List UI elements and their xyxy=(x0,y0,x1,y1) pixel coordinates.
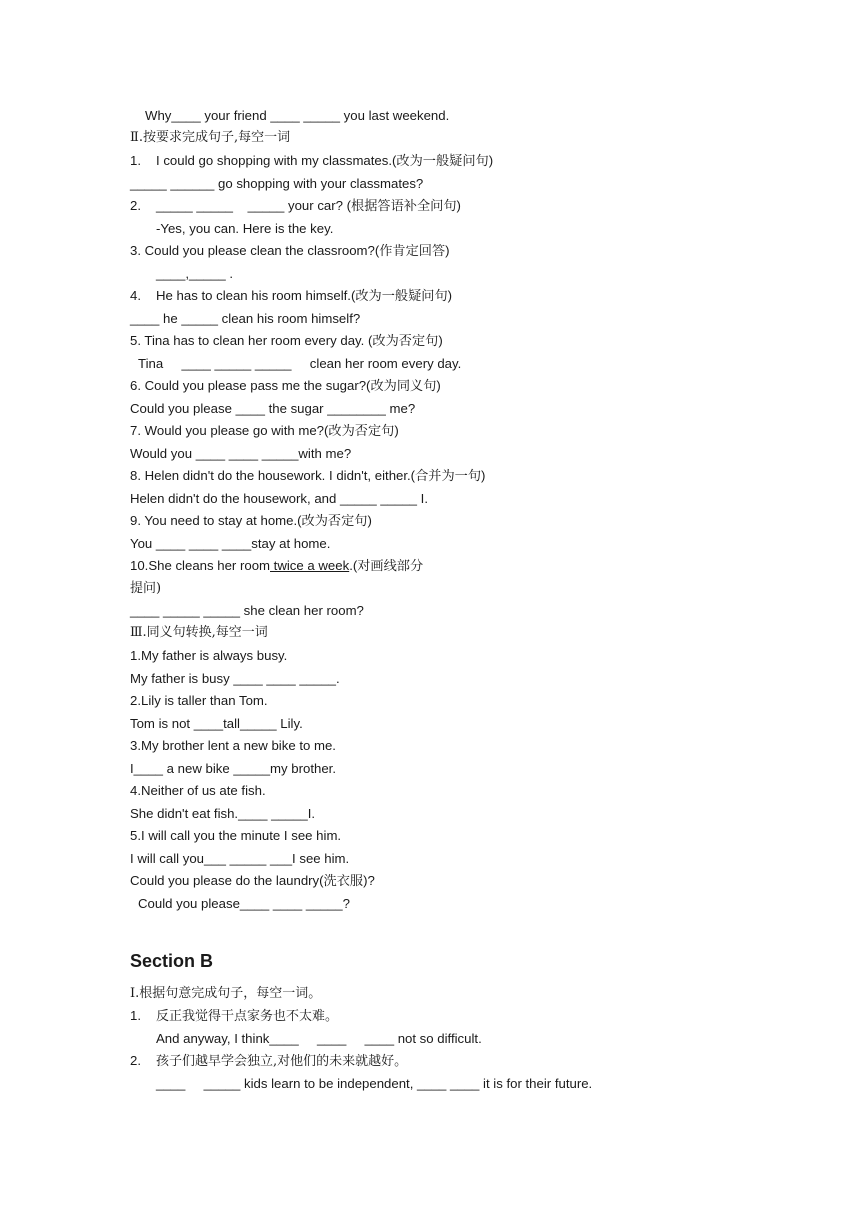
answer-line: Would you ____ ____ _____with me? xyxy=(130,446,352,461)
sentence-5: 5.I will call you the minute I see him. xyxy=(130,828,342,843)
answer-line: I will call you___ _____ ___I see him. xyxy=(130,851,350,866)
answer-line: She didn't eat fish.____ _____I. xyxy=(130,806,316,821)
question-3: 3. Could you please clean the classroom?(作肯定回答) xyxy=(130,243,450,258)
answer-line: You ____ ____ ____stay at home. xyxy=(130,536,331,551)
question-number: 1. xyxy=(130,1008,141,1023)
answer-line: ____,_____ . xyxy=(156,266,234,281)
b-question-1 xyxy=(130,1007,338,1026)
answer-line: ____ he _____ clean his room himself? xyxy=(130,311,361,326)
question-text: I could go shopping with my classmates.(改为一般疑问句) xyxy=(156,153,494,168)
sentence-6: Could you please do the laundry(洗衣服)? xyxy=(130,873,375,888)
section-heading-ii: Ⅱ.按要求完成句子,每空一词 xyxy=(130,130,291,145)
question-text: He has to clean his room himself.(改为一般疑问句) xyxy=(156,288,453,303)
answer-line: And anyway, I think____ ____ ____ not so difficult. xyxy=(156,1031,482,1046)
section-heading-iii: Ⅲ.同义句转换,每空一词 xyxy=(130,625,268,640)
sentence-3: 3.My brother lent a new bike to me. xyxy=(130,738,336,753)
question-number: 2. xyxy=(130,198,141,213)
answer-line: ____ _____ kids learn to be independent, ____ ____ it is for their future. xyxy=(156,1076,593,1091)
question-2 xyxy=(130,197,461,215)
question-text-continued: 提问) xyxy=(130,581,162,596)
question-number: 2. xyxy=(130,1053,141,1068)
question-10 xyxy=(130,557,423,575)
question-number: 1. xyxy=(130,153,141,168)
question-8: 8. Helen didn't do the housework. I didn't, either.(合并为一句) xyxy=(130,468,486,483)
sentence-1: 1.My father is always busy. xyxy=(130,648,288,663)
answer-line: Could you please____ ____ _____? xyxy=(138,896,350,911)
question-text: 孩子们越早学会独立,对他们的未来就越好。 xyxy=(156,1054,408,1069)
text-line: Why____ your friend ____ _____ you last weekend. xyxy=(145,108,450,123)
answer-line: Tina ____ _____ _____ clean her room every day. xyxy=(138,356,462,371)
question-9: 9. You need to stay at home.(改为否定句) xyxy=(130,513,372,528)
question-text: _____ _____ _____ your car? (根据答语补全问句) xyxy=(156,198,461,213)
sentence-2: 2.Lily is taller than Tom. xyxy=(130,693,268,708)
question-1 xyxy=(130,152,493,170)
answer-line: ____ _____ _____ she clean her room? xyxy=(130,603,364,618)
question-5: 5. Tina has to clean her room every day. (改为否定句) xyxy=(130,333,443,348)
answer-line: I____ a new bike _____my brother. xyxy=(130,761,337,776)
underlined-phrase: twice a week xyxy=(270,558,350,573)
answer-line: Helen didn't do the housework, and _____ _____ I. xyxy=(130,491,428,506)
section-b-title: Section B xyxy=(130,951,214,971)
answer-line: _____ ______ go shopping with your classmates? xyxy=(130,176,424,191)
section-b-heading: Ⅰ.根据句意完成句子，每空一词。 xyxy=(130,986,322,1001)
question-7: 7. Would you please go with me?(改为否定句) xyxy=(130,423,399,438)
answer-line: My father is busy ____ ____ _____. xyxy=(130,671,340,686)
question-4 xyxy=(130,287,452,305)
question-number: 4. xyxy=(130,288,141,303)
question-text: 10.She cleans her room xyxy=(130,558,271,573)
b-question-2 xyxy=(130,1052,407,1071)
question-6: 6. Could you please pass me the sugar?(改为同义句) xyxy=(130,378,441,393)
answer-line: -Yes, you can. Here is the key. xyxy=(156,221,334,236)
answer-line: Could you please ____ the sugar ________ me? xyxy=(130,401,416,416)
question-text: 反正我觉得干点家务也不太难。 xyxy=(156,1009,339,1024)
question-text: .(对画线部分 xyxy=(349,558,424,573)
sentence-4: 4.Neither of us ate fish. xyxy=(130,783,266,798)
answer-line: Tom is not ____tall_____ Lily. xyxy=(130,716,303,731)
